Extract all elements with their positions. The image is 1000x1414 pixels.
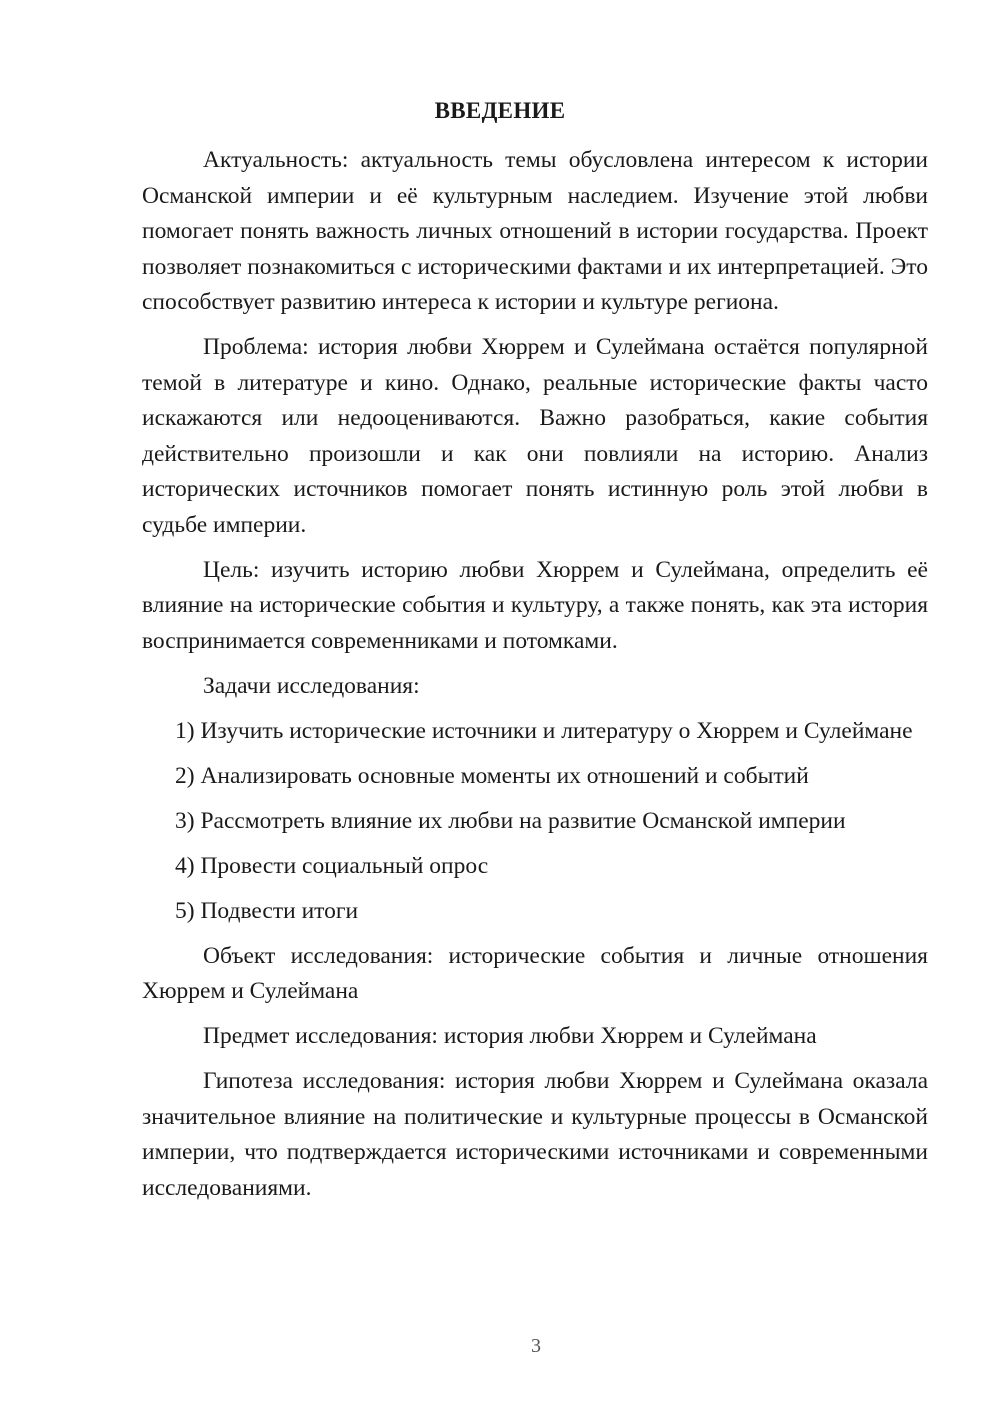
paragraph-subject: Предмет исследования: история любви Хюррем и Сулеймана	[203, 1023, 817, 1049]
document-body	[142, 143, 928, 1216]
paragraph-relevance: Актуальность: актуальность темы обусловлена интересом к истории Османской империи и её культурным наследием. Изучение этой любви помогает понять важность личных отношений в истории государства. Проект позволяет познакомиться с историческими фактами и их интерпретацией. Это способствует развитию интереса к истории и культуре региона.	[142, 147, 928, 315]
task-item: 2) Анализировать основные моменты их отношений и событий	[175, 762, 809, 789]
paragraph-hypothesis: Гипотеза исследования: история любви Хюррем и Сулеймана оказала значительное влияние на политические и культурные процессы в Османской империи, что подтверждается историческими источниками и современными исследованиями.	[142, 1068, 928, 1201]
paragraph-object: Объект исследования: исторические события и личные отношения Хюррем и Сулеймана	[142, 942, 928, 1004]
task-item: 3) Рассмотреть влияние их любви на развитие Османской империи	[175, 807, 846, 834]
task-item: 1) Изучить исторические источники и литературу о Хюррем и Сулеймане	[175, 717, 913, 744]
task-item: 4) Провести социальный опрос	[175, 852, 489, 879]
paragraph-goal: Цель: изучить историю любви Хюррем и Сулеймана, определить её влияние на исторические события и культуру, а также понять, как эта история воспринимается современниками и потомками.	[142, 556, 928, 654]
task-item: 5) Подвести итоги	[175, 897, 359, 924]
paragraph-problem: Проблема: история любви Хюррем и Сулеймана остаётся популярной темой в литературе и кино. Однако, реальные исторические факты часто искажаются или недооцениваются. Важно разобраться, какие события действительно произошли и как они повлияли на историю. Анализ исторических источников помогает понять истинную роль этой любви в судьбе империи.	[142, 334, 928, 538]
section-title: ВВЕДЕНИЕ	[434, 98, 566, 123]
page-number: 3	[531, 1335, 541, 1357]
paragraph-tasks-heading: Задачи исследования:	[203, 672, 420, 699]
